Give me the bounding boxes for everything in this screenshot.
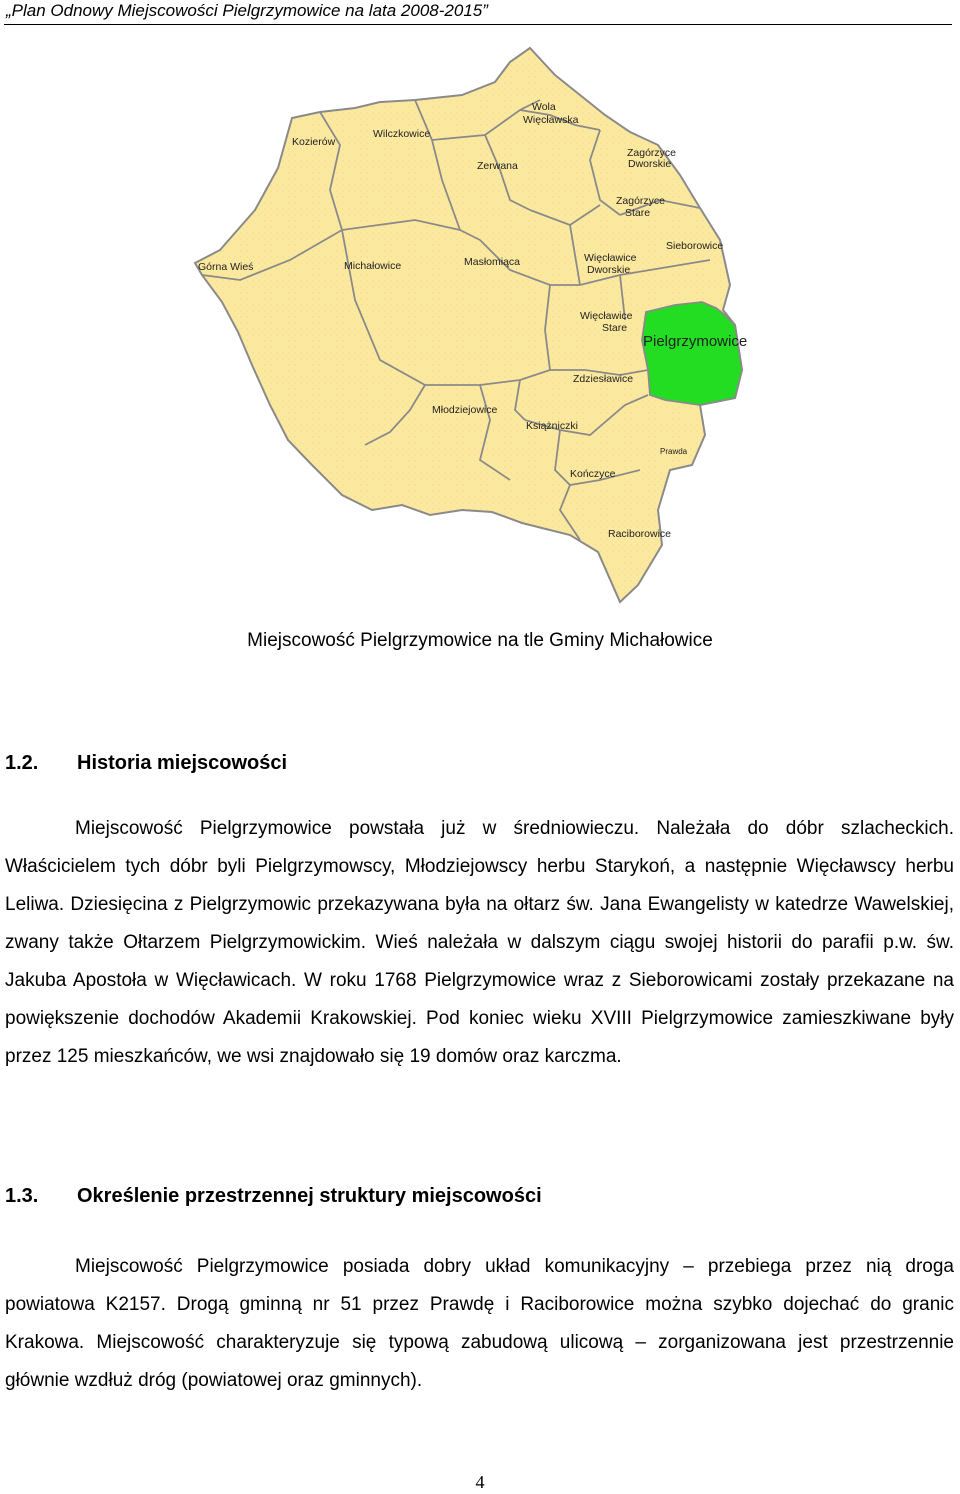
label-wieclawice-stare-2: Stare bbox=[602, 322, 628, 334]
label-wieclawska: Więcławska bbox=[523, 114, 579, 126]
structure-text: Miejscowość Pielgrzymowice posiada dobry układ komunikacyjny – przebiega przez nią droga powiatowa K2157. Drogą gminną nr 51 przez Prawdę i Raciborowice można szybko dojechać do granic Krakowa. Miejscowość charakteryzuje się typową zabudową ulicową – zorganizowana jest przestrzennie głównie wzdłuż dróg (powiatowej oraz gminnych). bbox=[5, 1256, 954, 1391]
header-title: „Plan Odnowy Miejscowości Pielgrzymowice na lata 2008-2015” bbox=[6, 1, 488, 20]
label-mlodziejowice: Młodziejowice bbox=[432, 404, 498, 416]
label-kozierow: Kozierów bbox=[292, 136, 336, 148]
label-wieclawice-stare-1: Więcławice bbox=[580, 310, 633, 322]
label-michalowice: Michałowice bbox=[344, 260, 402, 272]
label-prawda: Prawda bbox=[660, 447, 688, 456]
history-text: Miejscowość Pielgrzymowice powstała już w średniowieczu. Należała do dóbr szlacheckich. Właścicielem tych dóbr byli Pielgrzymowscy, Młodziejowscy herbu Starykoń, a następnie Więcławscy herbu Leliwa. Dziesięcina z Pielgrzymowic przekazywana była na ołtarz św. Jana Ewangelisty w katedrze Wawelskiej, zwany także Ołtarzem Pielgrzymowickim. Wieś należała w dalszym ciągu swojej historii do parafii p.w. św. Jakuba Apostoła w Więcławicach. W roku 1768 Pielgrzymowice wraz z Sieborowicami zostały przekazane na powiększenie dochodów Akademii Krakowskiej. Pod koniec wieku XVIII Pielgrzymowice zamieszkiwane były przez 125 mieszkańców, we wsi znajdowało się 19 domów oraz karczma. bbox=[5, 818, 954, 1067]
label-maslomiaca: Masłomiąca bbox=[464, 256, 521, 268]
structure-paragraph bbox=[5, 1248, 954, 1400]
municipality-map bbox=[180, 40, 800, 610]
label-ksiazniczki: Książniczki bbox=[526, 420, 578, 432]
history-number: 1.2. bbox=[5, 752, 39, 774]
label-wieclawice-dworskie-2: Dworskie bbox=[587, 264, 631, 276]
label-gorna-wies: Górna Wieś bbox=[198, 261, 254, 273]
structure-number: 1.3. bbox=[5, 1185, 39, 1207]
label-zagorzyce-dworskie-1: Zagórzyce bbox=[627, 147, 677, 159]
label-wola: Wola bbox=[532, 101, 556, 113]
map-caption: Miejscowość Pielgrzymowice na tle Gminy Michałowice bbox=[247, 630, 713, 651]
label-wilczkowice: Wilczkowice bbox=[373, 128, 431, 140]
pielgrzymowice-area bbox=[642, 302, 742, 405]
label-wieclawice-dworskie-1: Więcławice bbox=[584, 252, 637, 264]
label-zagorzyce-dworskie-2: Dworskie bbox=[628, 158, 672, 170]
history-heading bbox=[5, 752, 287, 775]
label-konczyce: Kończyce bbox=[570, 468, 616, 480]
label-zagorzyce-stare-1: Zagórzyce bbox=[616, 195, 666, 207]
page-number: 4 bbox=[475, 1472, 485, 1492]
label-zerwana: Zerwana bbox=[477, 160, 518, 172]
label-zagorzyce-stare-2: Stare bbox=[625, 207, 651, 219]
label-zdzieslawice: Zdziesławice bbox=[573, 373, 634, 385]
history-paragraph bbox=[5, 810, 954, 1076]
label-raciborowice: Raciborowice bbox=[608, 528, 672, 540]
structure-heading bbox=[5, 1185, 542, 1208]
label-pielgrzymowice: Pielgrzymowice bbox=[643, 333, 748, 350]
structure-title: Określenie przestrzennej struktury miejscowości bbox=[77, 1185, 542, 1207]
history-title: Historia miejscowości bbox=[77, 752, 288, 774]
page-header bbox=[4, 0, 952, 26]
header-rule bbox=[4, 24, 952, 25]
label-sieborowice: Sieborowice bbox=[666, 240, 724, 252]
